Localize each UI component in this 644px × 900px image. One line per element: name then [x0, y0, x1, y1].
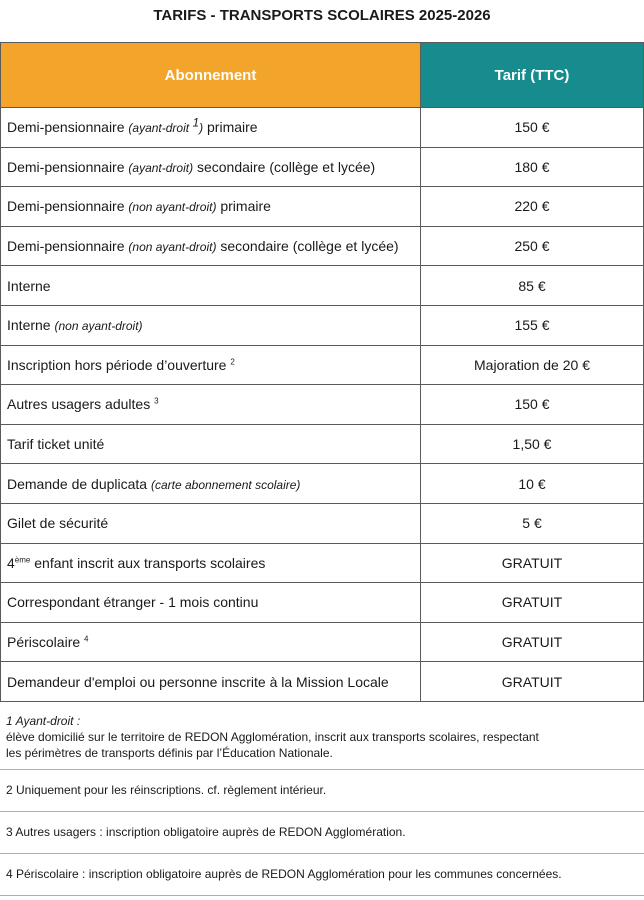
label-text: Demi-pensionnaire — [7, 158, 129, 175]
price-cell: 220 € — [421, 187, 644, 227]
label-text: Demi-pensionnaire — [7, 238, 129, 255]
footnote-ref: 4 — [84, 634, 89, 644]
table-row — [1, 543, 644, 583]
footnote-1-line-1: élève domicilié sur le territoire de REDON Agglomération, inscrit aux transports scolaires, respectant — [6, 730, 539, 744]
table-header-row — [1, 43, 644, 108]
price-cell: 150 € — [421, 108, 644, 148]
label-note: (non ayant-droit) — [54, 319, 143, 334]
price-cell: 150 € — [421, 385, 644, 425]
subscription-label — [1, 345, 421, 385]
label-superscript: ème — [14, 555, 31, 565]
label-text: Correspondant étranger - 1 mois continu — [7, 594, 259, 611]
footnote-2: 2 Uniquement pour les réinscriptions. cf. règlement intérieur. — [0, 769, 644, 811]
subscription-label — [1, 385, 421, 425]
label-text: Interne — [7, 277, 51, 294]
subscription-label — [1, 187, 421, 227]
subscription-label — [1, 464, 421, 504]
label-text: Interne — [7, 317, 55, 334]
price-cell: 1,50 € — [421, 424, 644, 464]
label-text: Demi-pensionnaire — [7, 119, 129, 136]
tarifs-table — [0, 42, 644, 702]
header-abonnement: Abonnement — [1, 43, 421, 108]
subscription-label — [1, 503, 421, 543]
subscription-label — [1, 108, 421, 148]
label-text-after: primaire — [203, 119, 258, 136]
price-cell: 180 € — [421, 147, 644, 187]
table-row — [1, 108, 644, 148]
subscription-label — [1, 543, 421, 583]
subscription-label — [1, 424, 421, 464]
label-text: Autres usagers adultes — [7, 396, 155, 413]
table-row — [1, 385, 644, 425]
table-row — [1, 345, 644, 385]
footnote-ref: 1 — [192, 115, 200, 130]
footnote-3: 3 Autres usagers : inscription obligatoire auprès de REDON Agglomération. — [0, 811, 644, 853]
subscription-label — [1, 583, 421, 623]
table-row — [1, 503, 644, 543]
footnotes — [0, 707, 644, 896]
label-text-after: enfant inscrit aux transports scolaires — [30, 554, 266, 571]
subscription-label — [1, 266, 421, 306]
price-cell: GRATUIT — [421, 662, 644, 702]
table-row — [1, 622, 644, 662]
footnote-4: 4 Périscolaire : inscription obligatoire auprès de REDON Agglomération pour les communes concernées. — [0, 853, 644, 896]
table-row — [1, 305, 644, 345]
price-cell: 10 € — [421, 464, 644, 504]
label-text: Tarif ticket unité — [7, 436, 105, 453]
footnote-1-line-2: les périmètres de transports définis par l’Éducation Nationale. — [6, 746, 333, 760]
price-cell: 250 € — [421, 226, 644, 266]
label-text-after: secondaire (collège et lycée) — [193, 158, 376, 175]
header-tarif: Tarif (TTC) — [421, 43, 644, 108]
table-row — [1, 147, 644, 187]
table-row — [1, 662, 644, 702]
table-body — [1, 108, 644, 702]
footnote-ref: 2 — [230, 357, 235, 367]
label-text: Demi-pensionnaire — [7, 198, 129, 215]
price-cell: 85 € — [421, 266, 644, 306]
footnote-1 — [0, 707, 644, 769]
price-cell: GRATUIT — [421, 622, 644, 662]
label-text: Demandeur d'emploi ou personne inscrite à la Mission Locale — [7, 673, 389, 690]
subscription-label — [1, 147, 421, 187]
page-title: TARIFS - TRANSPORTS SCOLAIRES 2025-2026 — [153, 7, 491, 24]
subscription-label — [1, 226, 421, 266]
table-row — [1, 226, 644, 266]
price-cell: 5 € — [421, 503, 644, 543]
label-text: Périscolaire — [7, 634, 85, 651]
label-text: Inscription hors période d’ouverture — [7, 356, 231, 373]
label-note: (ayant-droit — [128, 121, 193, 136]
table-row — [1, 583, 644, 623]
price-cell: GRATUIT — [421, 583, 644, 623]
footnote-1-title: 1 Ayant-droit : — [6, 714, 81, 728]
label-note: (non ayant-droit) — [128, 200, 217, 215]
price-cell: GRATUIT — [421, 543, 644, 583]
label-note: (ayant-droit) — [128, 160, 194, 175]
subscription-label — [1, 662, 421, 702]
price-cell: 155 € — [421, 305, 644, 345]
table-row — [1, 187, 644, 227]
subscription-label — [1, 305, 421, 345]
table-row — [1, 266, 644, 306]
label-text: Gilet de sécurité — [7, 515, 109, 532]
table-row — [1, 464, 644, 504]
label-text: 4 — [7, 554, 15, 571]
label-text-after: primaire — [216, 198, 271, 215]
label-note: (carte abonnement scolaire) — [151, 477, 301, 492]
table-row — [1, 424, 644, 464]
subscription-label — [1, 622, 421, 662]
label-text-after: secondaire (collège et lycée) — [216, 238, 399, 255]
label-note: (non ayant-droit) — [128, 240, 217, 255]
label-note-end: ) — [199, 121, 204, 136]
price-cell: Majoration de 20 € — [421, 345, 644, 385]
label-text: Demande de duplicata — [7, 475, 151, 492]
footnote-ref: 3 — [154, 396, 159, 406]
